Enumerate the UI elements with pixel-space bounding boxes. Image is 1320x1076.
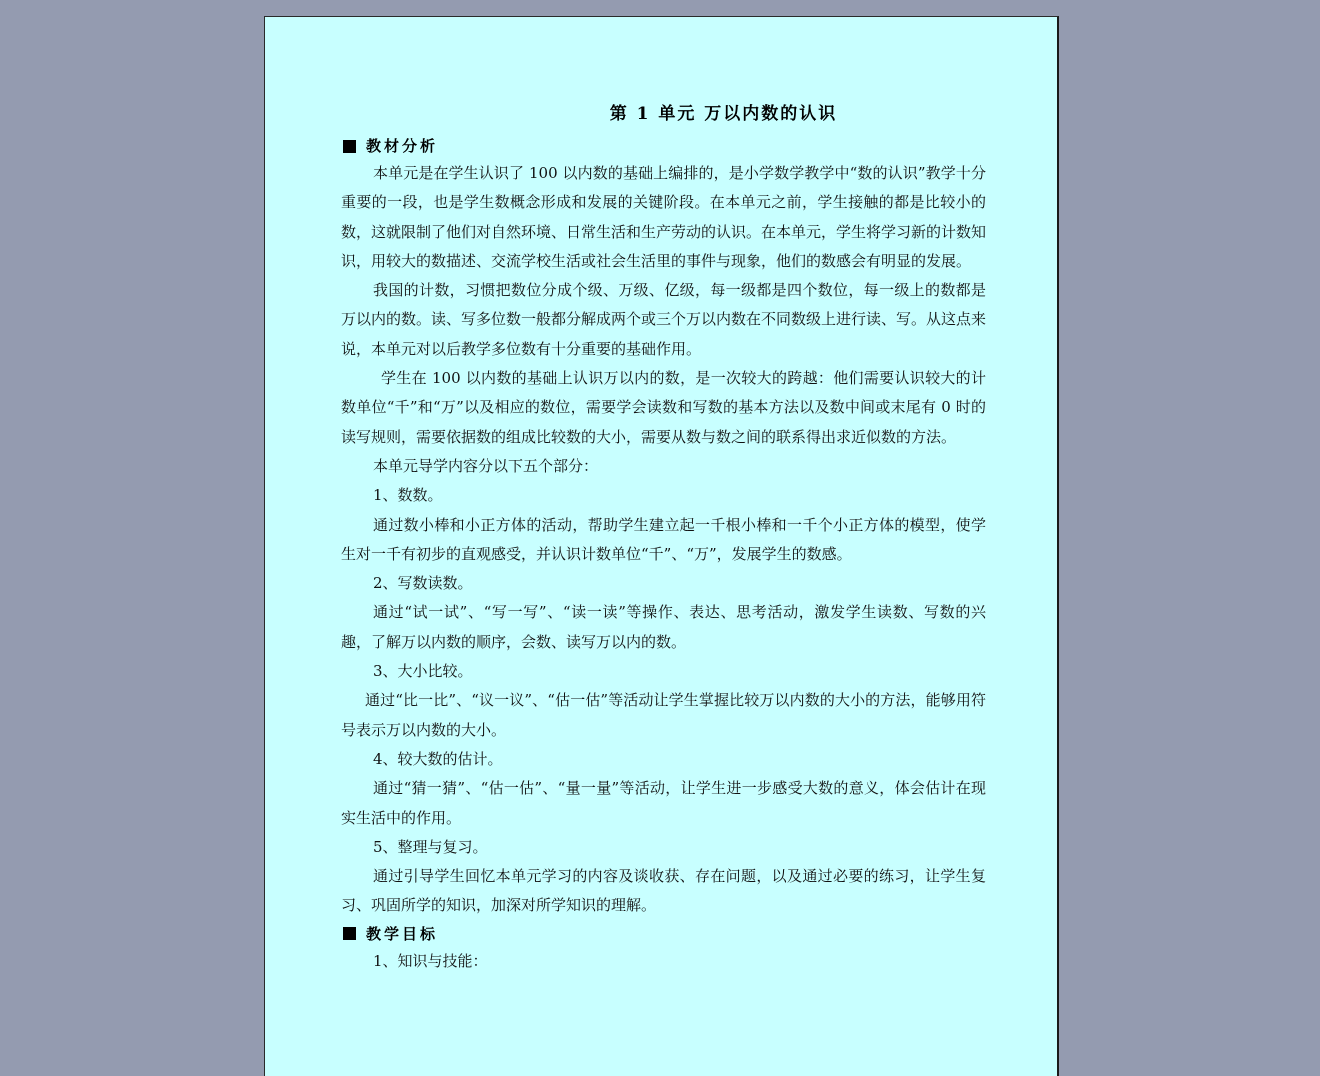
list-item-label: 1、知识与技能：	[373, 951, 488, 970]
list-item-label: 1、数数。	[373, 486, 443, 505]
paragraph: 本单元是在学生认识了 100 以内数的基础上编排的，是小学数学教学中“数的认识”教学十分重要的一段，也是学生数概念形成和发展的关键阶段。在本单元之前，学生接触的都是比较小的数，这就限制了他们对自然环境、日常生活和生产劳动的认识。在本单元，学生将学习新的计数知识，用较大的数描述、交流学校生活或社会生活里的事件与现象，他们的数感会有明显的发展。	[341, 164, 987, 270]
section-heading-label: 教材分析	[366, 137, 439, 155]
section-heading-goals	[341, 921, 986, 947]
section-heading-analysis	[341, 133, 986, 159]
list-item-text: 通过“比一比”、“议一议”、“估一估”等活动让学生掌握比较万以内数的大小的方法，能够用符号表示万以内数的大小。	[341, 691, 986, 739]
list-item-label: 2、写数读数。	[373, 574, 473, 593]
list-item-text: 通过数小棒和小正方体的活动，帮助学生建立起一千根小棒和一千个小正方体的模型，使学生对一千有初步的直观感受，并认识计数单位“千”、“万”，发展学生的数感。	[341, 515, 986, 563]
list-item-label: 5、整理与复习。	[373, 837, 488, 856]
unit-title: 第 1 单元 万以内数的认识	[609, 104, 838, 124]
square-bullet-icon	[343, 140, 356, 153]
list-item-label: 4、较大数的估计。	[373, 749, 503, 768]
paragraph: 我国的计数，习惯把数位分成个级、万级、亿级，每一级都是四个数位，每一级上的数都是万以内的数。读、写多位数一般都分解成两个或三个万以内数在不同数级上进行读、写。从这点来说，本单元对以后教学多位数有十分重要的基础作用。	[341, 281, 987, 358]
list-item-text: 通过“猜一猜”、“估一估”、“量一量”等活动，让学生进一步感受大数的意义，体会估计在现实生活中的作用。	[341, 779, 986, 827]
paragraph: 学生在 100 以内数的基础上认识万以内的数，是一次较大的跨越：他们需要认识较大的计数单位“千”和“万”以及相应的数位，需要学会读数和写数的基本方法以及数中间或末尾有 0 时的读写规则，需要依据数的组成比较数的大小，需要从数与数之间的联系得出求近似数的方法。	[341, 369, 986, 446]
list-item-text: 通过引导学生回忆本单元学习的内容及谈收获、存在问题，以及通过必要的练习，让学生复习、巩固所学的知识，加深对所学知识的理解。	[341, 867, 986, 915]
section-heading-label: 教学目标	[366, 924, 439, 943]
document-page	[264, 16, 1059, 1076]
page-content	[341, 101, 986, 976]
list-item-text: 通过“试一试”、“写一写”、“读一读”等操作、表达、思考活动，激发学生读数、写数的兴趣，了解万以内数的顺序，会数、读写万以内的数。	[341, 603, 986, 651]
square-bullet-icon	[343, 927, 356, 940]
paragraph: 本单元导学内容分以下五个部分：	[373, 456, 599, 475]
list-item-label: 3、大小比较。	[373, 662, 473, 681]
